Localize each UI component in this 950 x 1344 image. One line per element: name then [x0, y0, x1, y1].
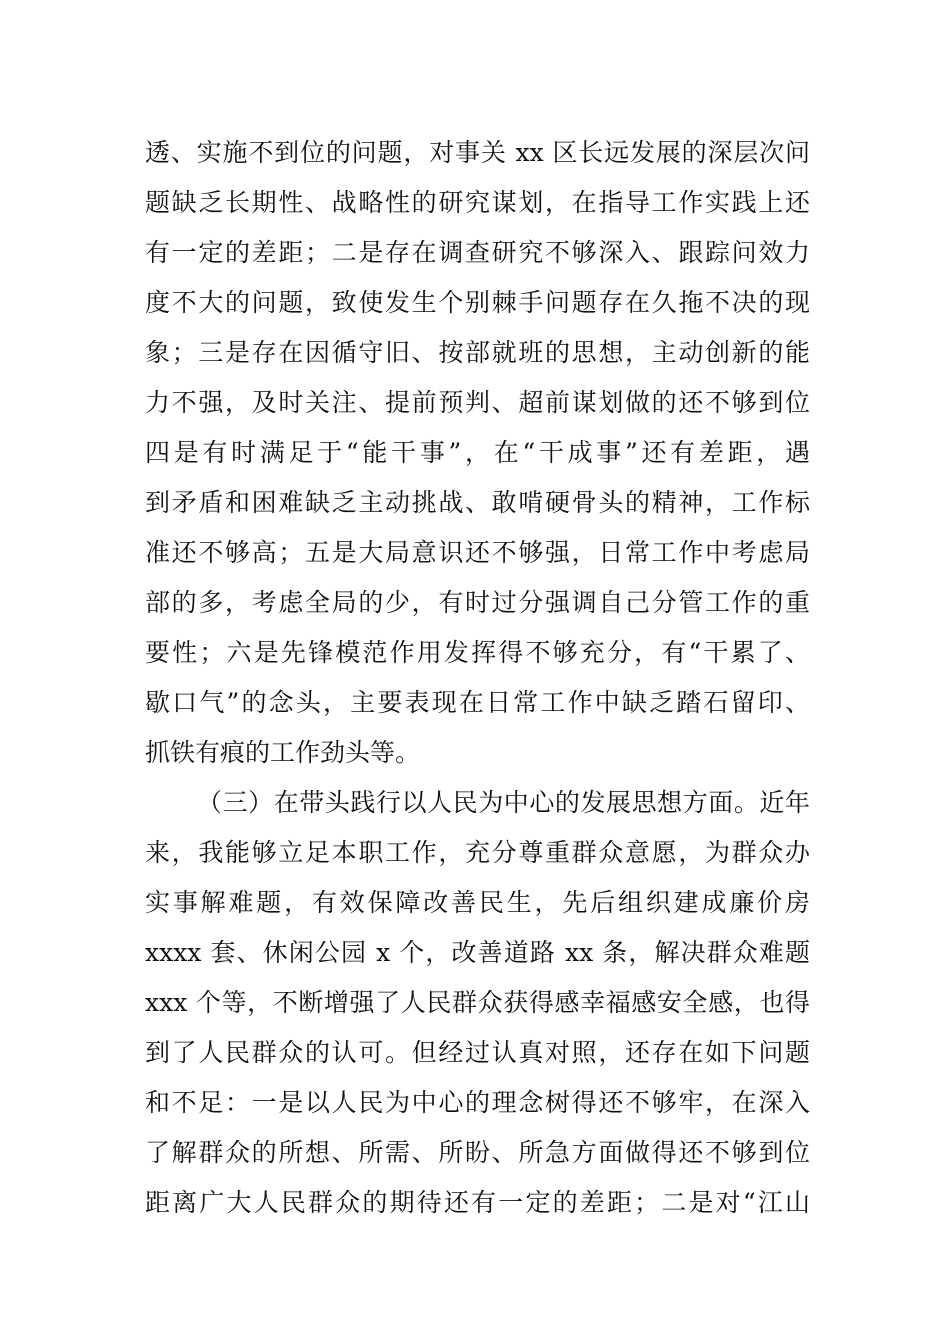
text-line: 题缺乏长期性、战略性的研究谋划，在指导工作实践上还 [145, 188, 810, 217]
text-line: 准还不够高；五是大局意识还不够强，日常工作中考虑局 [145, 538, 810, 567]
text-line: 部的多，考虑全局的少，有时过分强调自己分管工作的重 [145, 588, 810, 617]
text-line: 象；三是存在因循守旧、按部就班的思想，主动创新的能 [145, 338, 810, 367]
text-line: 实事解难题，有效保障改善民生，先后组织建成廉价房 [145, 888, 810, 917]
text-line: 力不强，及时关注、提前预判、超前谋划做的还不够到位 [145, 388, 810, 417]
text-line: 来，我能够立足本职工作，充分尊重群众意愿，为群众办 [145, 838, 810, 867]
text-line: 四是有时满足于“能干事”，在“干成事”还有差距，遇 [145, 438, 810, 467]
text-line: 了解群众的所想、所需、所盼、所急方面做得还不够到位 [145, 1138, 810, 1167]
text-line: 歇口气”的念头，主要表现在日常工作中缺乏踏石留印、 [145, 688, 810, 717]
text-line: 抓铁有痕的工作劲头等。 [145, 738, 421, 767]
text-line: xxx 个等，不断增强了人民群众获得感幸福感安全感，也得 [145, 988, 810, 1017]
text-line: 到了人民群众的认可。但经过认真对照，还存在如下问题 [145, 1038, 810, 1067]
text-line: 度不大的问题，致使发生个别棘手问题存在久拖不决的现 [145, 288, 810, 317]
text-line: 要性；六是先锋模范作用发挥得不够充分，有“干累了、 [145, 638, 810, 667]
text-line: xxxx 套、休闲公园 x 个，改善道路 xx 条，解决群众难题 [145, 938, 810, 967]
text-line: 透、实施不到位的问题，对事关 xx 区长远发展的深层次问 [145, 138, 810, 167]
text-line: 距离广大人民群众的期待还有一定的差距；二是对“江山 [145, 1188, 810, 1217]
section-heading-line: （三）在带头践行以人民为中心的发展思想方面。近年 [197, 788, 810, 817]
text-line: 有一定的差距；二是存在调查研究不够深入、跟踪问效力 [145, 238, 810, 267]
text-line: 到矛盾和困难缺乏主动挑战、敢啃硬骨头的精神，工作标 [145, 488, 810, 517]
text-line: 和不足：一是以人民为中心的理念树得还不够牢，在深入 [145, 1088, 810, 1117]
